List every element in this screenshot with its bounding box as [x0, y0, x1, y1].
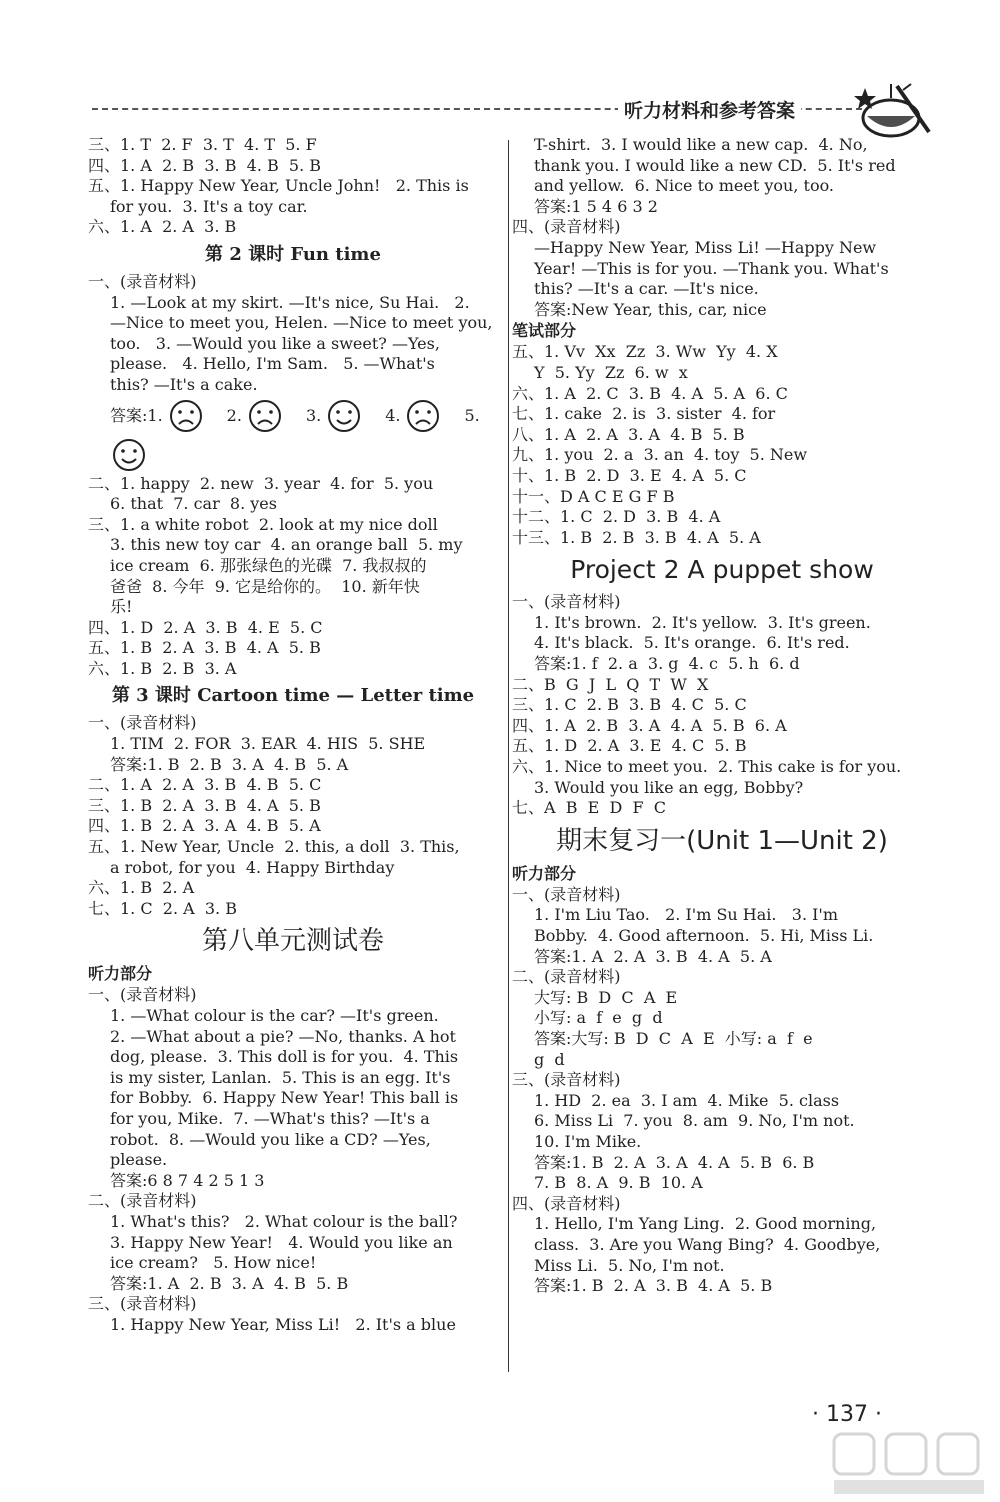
text-line: 十、1. B 2. D 3. E 4. A 5. C — [512, 465, 747, 485]
text-line: 答案:New Year, this, car, nice — [534, 299, 767, 319]
text-line: 4. It's black. 5. It's orange. 6. It's red. — [534, 633, 850, 653]
text-line: 四、(录音材料) — [512, 217, 621, 237]
sad-face-icon — [248, 399, 282, 433]
text-line: 答案:1. f 2. a 3. g 4. c 5. h 6. d — [534, 654, 800, 674]
text-line: Miss Li. 5. No, I'm not. — [534, 1255, 725, 1275]
text-line: 爸爸 8. 今年 9. 它是给你的。 10. 新年快 — [110, 576, 420, 596]
text-line: Bobby. 4. Good afternoon. 5. Hi, Miss Li. — [534, 926, 874, 945]
text-line: 五、1. New Year, Uncle 2. this, a doll 3. This, — [88, 837, 460, 857]
text-line: 十一、D A C E G F B — [512, 486, 675, 506]
text-line: is my sister, Lanlan. 5. This is an egg. It's — [110, 1067, 451, 1087]
text-line: please. — [110, 1150, 168, 1170]
text-line: for you. 3. It's a toy car. — [110, 196, 308, 216]
text-line: 二、B G J L Q T W X — [512, 674, 709, 694]
sad-face-icon — [406, 399, 440, 433]
project2-title: Project 2 A puppet show — [570, 555, 874, 585]
text-line: 2. —What about a pie? —No, thanks. A hot — [110, 1026, 456, 1046]
text-line: 答案:1. A 2. B 3. A 4. B 5. B — [110, 1273, 349, 1293]
text-line: 四、1. D 2. A 3. B 4. E 5. C — [88, 617, 323, 637]
text-line: and yellow. 6. Nice to meet you, too. — [534, 176, 835, 196]
unit8-listening-subtitle: 听力部分 — [88, 964, 153, 984]
text-line: 答案:1. B 2. A 3. B 4. A 5. B — [534, 1276, 773, 1296]
happy-face-icon — [327, 399, 361, 433]
project2-block — [512, 592, 932, 819]
text-line: 四、1. B 2. A 3. A 4. B 5. A — [88, 816, 321, 836]
text-line: 3. Happy New Year! 4. Would you like an — [110, 1232, 453, 1252]
text-line: 乐! — [110, 597, 133, 617]
text-line: 10. I'm Mike. — [534, 1131, 642, 1151]
text-line: 六、1. B 2. B 3. A — [88, 658, 237, 678]
face-label: 5. — [464, 405, 480, 425]
text-line: 十二、1. C 2. D 3. B 4. A — [512, 507, 721, 527]
text-line: 1. —What colour is the car? —It's green. — [110, 1006, 439, 1025]
column-divider — [508, 140, 509, 1372]
text-line: 三、(录音材料) — [88, 1294, 197, 1314]
text-line: 五、1. Vv Xx Zz 3. Ww Yy 4. X — [512, 342, 778, 362]
written-block — [512, 342, 932, 548]
sad-face-icon — [169, 399, 203, 433]
text-line: 1. It's brown. 2. It's yellow. 3. It's green. — [534, 612, 871, 632]
text-line: 答案:1. B 2. B 3. A 4. B 5. A — [110, 754, 349, 774]
text-line: class. 3. Are you Wang Bing? 4. Goodbye, — [534, 1234, 881, 1254]
text-line: 答案:1. B 2. A 3. A 4. A 5. B 6. B — [534, 1152, 815, 1172]
text-line: thank you. I would like a new CD. 5. It's red — [534, 155, 896, 175]
face-label: 2. — [226, 405, 242, 425]
text-line: 3. Would you like an egg, Bobby? — [534, 777, 804, 797]
text-line: 一、(录音材料) — [88, 713, 197, 733]
text-line: a robot, for you 4. Happy Birthday — [110, 857, 395, 877]
text-line: 五、1. D 2. A 3. E 4. C 5. B — [512, 736, 747, 756]
face-answers — [88, 396, 498, 474]
text-line: robot. 8. —Would you like a CD? —Yes, — [110, 1129, 431, 1149]
text-line: 六、1. B 2. A — [88, 878, 195, 898]
face-label: 3. — [305, 405, 322, 425]
written-part-subtitle: 笔试部分 — [512, 321, 577, 341]
text-line: 1. Hello, I'm Yang Ling. 2. Good morning, — [534, 1214, 877, 1234]
text-line: 6. that 7. car 8. yes — [110, 494, 277, 514]
text-line: 五、1. B 2. A 3. B 4. A 5. B — [88, 638, 321, 658]
text-line: 二、(录音材料) — [512, 967, 621, 987]
text-line: 小写: a f e g d — [534, 1008, 663, 1028]
face-label: 4. — [385, 405, 401, 425]
text-line: 7. B 8. A 9. B 10. A — [534, 1173, 703, 1193]
text-line: this? —It's a cake. — [110, 374, 258, 394]
text-line: 六、1. A 2. C 3. B 4. A 5. A 6. C — [512, 383, 788, 403]
text-line: 五、1. Happy New Year, Uncle John! 2. This is — [88, 176, 469, 196]
text-line: 6. Miss Li 7. you 8. am 9. No, I'm not. — [534, 1111, 855, 1131]
text-line: too. 3. —Would you like a sweet? —Yes, — [110, 333, 440, 353]
text-line: 1. HD 2. ea 3. I am 4. Mike 5. class — [534, 1090, 840, 1110]
text-line: 二、1. happy 2. new 3. year 4. for 5. you — [88, 473, 434, 493]
text-line: for you, Mike. 7. —What's this? —It's a — [110, 1108, 430, 1128]
star-moon-logo-icon — [845, 80, 935, 140]
text-line: 答案:1 5 4 6 3 2 — [534, 196, 658, 216]
unit8-block — [88, 985, 498, 1335]
text-line: 三、1. C 2. B 3. B 4. C 5. C — [512, 695, 747, 715]
text-line: 九、1. you 2. a 3. an 4. toy 5. New — [512, 445, 808, 465]
text-line: 1. TIM 2. FOR 3. EAR 4. HIS 5. SHE — [110, 734, 426, 754]
text-line: 十三、1. B 2. B 3. B 4. A 5. A — [512, 527, 761, 547]
text-line: please. 4. Hello, I'm Sam. 5. —What's — [110, 354, 435, 374]
text-line: T-shirt. 3. I would like a new cap. 4. No, — [534, 135, 868, 154]
text-line: 二、1. A 2. A 3. B 4. B 5. C — [88, 775, 322, 795]
answer-block-top-right — [512, 135, 932, 320]
text-line: 一、(录音材料) — [88, 985, 197, 1005]
text-line: ice cream? 5. How nice! — [110, 1253, 317, 1273]
text-line: 三、1. T 2. F 3. T 4. T 5. F — [88, 135, 317, 154]
watermark-logo-icon — [830, 1430, 990, 1498]
review-listening-subtitle: 听力部分 — [512, 863, 577, 883]
text-line: 3. this new toy car 4. an orange ball 5. my — [110, 535, 463, 555]
text-line: 1. What's this? 2. What colour is the ball? — [110, 1211, 458, 1231]
right-column — [512, 135, 932, 1297]
unit8-test-title: 第八单元测试卷 — [201, 926, 384, 957]
text-line: —Nice to meet you, Helen. —Nice to meet you, — [110, 313, 493, 333]
text-line: for Bobby. 6. Happy New Year! This ball is — [110, 1088, 459, 1108]
text-line: 大写: B D C A E — [534, 987, 678, 1007]
happy-face-icon — [112, 438, 146, 472]
text-line: 一、(录音材料) — [512, 884, 621, 904]
text-line: 六、1. Nice to meet you. 2. This cake is for you. — [512, 757, 902, 777]
text-line: 四、(录音材料) — [512, 1193, 621, 1213]
text-line: this? —It's a car. —It's nice. — [534, 279, 759, 299]
lesson2-title: 第 2 课时 Fun time — [205, 243, 381, 265]
lesson3-block — [88, 713, 498, 919]
text-line: 一、(录音材料) — [88, 271, 197, 291]
text-line: 二、(录音材料) — [88, 1191, 197, 1211]
text-line: 1. —Look at my skirt. —It's nice, Su Hai. 2. — [110, 292, 470, 312]
text-line: 三、1. B 2. A 3. B 4. A 5. B — [88, 795, 321, 815]
answer-block-top-left — [88, 135, 498, 238]
text-line: ice cream 6. 那张绿色的光碟 7. 我叔叔的 — [110, 555, 427, 575]
review-block — [512, 885, 932, 1297]
text-line: 八、1. A 2. A 3. A 4. B 5. B — [512, 424, 745, 444]
text-line: 答案:1. A 2. A 3. B 4. A 5. A — [534, 946, 772, 966]
text-line: Year! —This is for you. —Thank you. What's — [534, 258, 889, 278]
text-line: 1. Happy New Year, Miss Li! 2. It's a blue — [110, 1314, 456, 1334]
text-line: 四、1. A 2. B 3. A 4. A 5. B 6. A — [512, 715, 787, 735]
text-line: 四、1. A 2. B 3. B 4. B 5. B — [88, 155, 322, 175]
text-line: Y 5. Yy Zz 6. w x — [534, 362, 688, 382]
lesson2-rest-block — [88, 474, 498, 680]
page-header-title: 听力材料和参考答案 — [618, 96, 801, 123]
faces-label: 答案:1. — [110, 405, 163, 425]
text-line: dog, please. 3. This doll is for you. 4. This — [110, 1047, 459, 1067]
page-number: · 137 · — [812, 1402, 882, 1427]
text-line: 三、(录音材料) — [512, 1070, 621, 1090]
text-line: 七、A B E D F C — [512, 798, 667, 818]
left-column — [88, 135, 498, 1336]
text-line: 三、1. a white robot 2. look at my nice doll — [88, 514, 438, 534]
text-line: 1. I'm Liu Tao. 2. I'm Su Hai. 3. I'm — [534, 905, 838, 925]
text-line: 一、(录音材料) — [512, 592, 621, 612]
lesson2-block — [88, 272, 498, 396]
lesson3-title: 第 3 课时 Cartoon time — Letter time — [111, 685, 475, 707]
text-line: g d — [534, 1049, 565, 1069]
text-line: 七、1. C 2. A 3. B — [88, 898, 237, 918]
text-line: 六、1. A 2. A 3. B — [88, 217, 237, 237]
text-line: 答案:大写: B D C A E 小写: a f e — [534, 1028, 813, 1048]
text-line: 七、1. cake 2. is 3. sister 4. for — [512, 404, 776, 424]
review-title: 期末复习一(Unit 1—Unit 2) — [556, 825, 888, 856]
text-line: 答案:6 8 7 4 2 5 1 3 — [110, 1170, 265, 1190]
text-line: —Happy New Year, Miss Li! —Happy New — [534, 237, 877, 257]
